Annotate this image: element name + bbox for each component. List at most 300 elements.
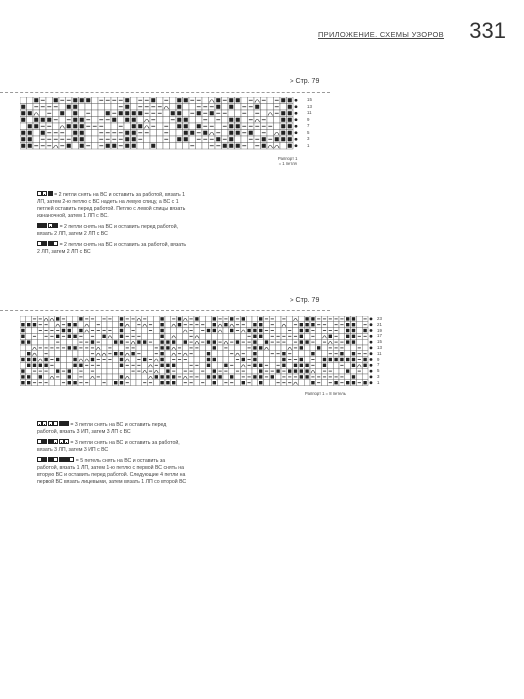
- chart-cell: [209, 97, 216, 104]
- purl-stitch-symbol: [125, 131, 129, 135]
- chart-cell: [157, 130, 164, 137]
- purl-stitch-symbol: [305, 375, 308, 378]
- chart-cell: [37, 339, 43, 345]
- chart-cell: [124, 374, 130, 380]
- stitch-symbol-icon: [37, 421, 69, 428]
- chart-cell: [84, 368, 90, 374]
- chart-cell: [142, 333, 148, 339]
- chart-cell: [182, 362, 188, 368]
- purl-stitch-symbol: [300, 340, 303, 343]
- purl-stitch-symbol: [39, 375, 42, 378]
- chart-cell: [235, 136, 242, 143]
- chart-cell: [170, 143, 177, 150]
- purl-stitch-symbol: [21, 137, 25, 141]
- chart-cell: [252, 316, 258, 322]
- pattern2-legend: [37, 421, 187, 489]
- purl-stitch-symbol: [34, 124, 38, 128]
- purl-stitch-symbol: [305, 329, 308, 332]
- purl-stitch-symbol: [80, 144, 84, 148]
- chart-cell: [153, 380, 159, 386]
- purl-stitch-symbol: [242, 317, 245, 320]
- chart-cell: [189, 104, 196, 111]
- purl-stitch-symbol: [67, 124, 71, 128]
- chart-cell: [124, 368, 130, 374]
- purl-stitch-symbol: [91, 340, 94, 343]
- purl-stitch-symbol: [73, 105, 77, 109]
- purl-stitch-symbol: [177, 111, 181, 115]
- chart-cell: [43, 339, 49, 345]
- chart-cell: [148, 374, 154, 380]
- chart-cell: [356, 374, 362, 380]
- purl-stitch-symbol: [178, 317, 181, 320]
- chart-cell: [66, 362, 72, 368]
- chart-cell: [32, 328, 38, 334]
- purl-stitch-symbol: [346, 369, 349, 372]
- purl-stitch-symbol: [120, 335, 123, 338]
- purl-stitch-symbol: [160, 329, 163, 332]
- purl-stitch-symbol: [207, 375, 210, 378]
- chart-cell: [32, 345, 38, 351]
- purl-stitch-symbol: [210, 111, 214, 115]
- pattern2-chart: [20, 316, 375, 390]
- chart-cell: [165, 357, 171, 363]
- purl-stitch-symbol: [281, 131, 285, 135]
- chart-cell: [274, 123, 281, 130]
- chart-cell: [27, 97, 34, 104]
- purl-stitch-symbol: [207, 340, 210, 343]
- chart-cell: [95, 351, 101, 357]
- chart-cell: [49, 339, 55, 345]
- purl-stitch-symbol: [79, 317, 82, 320]
- purl-stitch-symbol: [143, 358, 146, 361]
- chart-cell: [130, 380, 136, 386]
- chart-cell: [235, 374, 241, 380]
- chart-cell: [53, 123, 60, 130]
- stitch-symbol-icon: [37, 457, 75, 464]
- chart-cell: [72, 368, 78, 374]
- chart-cell: [235, 362, 241, 368]
- chart-cell: [137, 143, 144, 150]
- purl-stitch-symbol: [224, 364, 227, 367]
- chart-cell: [124, 351, 130, 357]
- purl-stitch-symbol: [27, 340, 30, 343]
- chart-cell: [113, 362, 119, 368]
- chart-cell: [333, 362, 339, 368]
- purl-stitch-symbol: [21, 369, 24, 372]
- purl-stitch-symbol: [236, 124, 240, 128]
- purl-stitch-symbol: [305, 364, 308, 367]
- chart-cell: [144, 136, 151, 143]
- chart-cell: [267, 110, 274, 117]
- purl-stitch-symbol: [86, 98, 90, 102]
- chart-cell: [55, 362, 61, 368]
- chart-cell: [170, 130, 177, 137]
- section-title: ПРИЛОЖЕНИЕ. СХЕМЫ УЗОРОВ: [317, 30, 444, 39]
- chart-cell: [153, 339, 159, 345]
- chart-cell: [211, 333, 217, 339]
- chart-cell: [264, 333, 270, 339]
- chart-cell: [194, 351, 200, 357]
- purl-stitch-symbol: [346, 381, 349, 384]
- purl-stitch-symbol: [236, 131, 240, 135]
- chart-cell: [200, 357, 206, 363]
- purl-stitch-symbol: [160, 352, 163, 355]
- chart-cell: [246, 351, 252, 357]
- purl-stitch-symbol: [73, 111, 77, 115]
- chart-cell: [177, 328, 183, 334]
- chart-cell: [287, 362, 293, 368]
- purl-stitch-symbol: [281, 98, 285, 102]
- chart-cell: [142, 322, 148, 328]
- chart-cell: [144, 143, 151, 150]
- chart-cell: [49, 368, 55, 374]
- chart-cell: [182, 316, 188, 322]
- purl-stitch-symbol: [305, 323, 308, 326]
- purl-stitch-symbol: [197, 111, 201, 115]
- purl-stitch-symbol: [236, 144, 240, 148]
- chart-cell: [246, 368, 252, 374]
- chart-cell: [55, 351, 61, 357]
- legend-item: [37, 241, 187, 256]
- chart-cell: [345, 345, 351, 351]
- purl-stitch-symbol: [125, 137, 129, 141]
- purl-stitch-symbol: [114, 352, 117, 355]
- purl-stitch-symbol: [305, 369, 308, 372]
- purl-stitch-symbol: [311, 352, 314, 355]
- purl-stitch-symbol: [213, 329, 216, 332]
- chart-cell: [304, 380, 310, 386]
- chart-cell: [275, 316, 281, 322]
- purl-stitch-symbol: [346, 329, 349, 332]
- chart-cell: [194, 328, 200, 334]
- chart-cell: [40, 110, 47, 117]
- chart-cell: [113, 322, 119, 328]
- purl-stitch-symbol: [68, 323, 71, 326]
- purl-stitch-symbol: [300, 329, 303, 332]
- chart-cell: [304, 351, 310, 357]
- chart-cell: [222, 104, 229, 111]
- purl-stitch-symbol: [73, 98, 77, 102]
- purl-stitch-symbol: [73, 358, 76, 361]
- purl-stitch-symbol: [253, 329, 256, 332]
- chart-cell: [206, 316, 212, 322]
- purl-stitch-symbol: [300, 375, 303, 378]
- legend-text: = 2 петли снять на ВС и оставить за работой, вязать 2 ЛП, затем 2 ЛП с ВС: [37, 241, 187, 255]
- purl-stitch-symbol: [80, 124, 84, 128]
- chart-cell: [248, 143, 255, 150]
- chart-cell: [267, 143, 274, 150]
- chart-cell: [182, 374, 188, 380]
- edge-stitch-dot: [295, 105, 298, 108]
- edge-stitch-dot: [370, 347, 373, 350]
- purl-stitch-symbol: [288, 105, 292, 109]
- chart-cell: [246, 316, 252, 322]
- chart-cell: [136, 316, 142, 322]
- purl-stitch-symbol: [311, 317, 314, 320]
- chart-cell: [107, 339, 113, 345]
- chart-cell: [130, 339, 136, 345]
- chart-cell: [150, 136, 157, 143]
- chart-cell: [66, 357, 72, 363]
- purl-stitch-symbol: [207, 364, 210, 367]
- chart-cell: [157, 136, 164, 143]
- chart-cell: [101, 351, 107, 357]
- purl-stitch-symbol: [160, 375, 163, 378]
- purl-stitch-symbol: [363, 381, 366, 384]
- chart-cell: [196, 143, 203, 150]
- chart-cell: [170, 97, 177, 104]
- purl-stitch-symbol: [300, 346, 303, 349]
- chart-cell: [356, 316, 362, 322]
- chart-cell: [171, 328, 177, 334]
- purl-stitch-symbol: [34, 118, 38, 122]
- chart-cell: [240, 362, 246, 368]
- chart-cell: [274, 143, 281, 150]
- chart-cell: [136, 374, 142, 380]
- chart-cell: [90, 380, 96, 386]
- purl-stitch-symbol: [112, 118, 116, 122]
- chart-cell: [275, 345, 281, 351]
- pattern1-page-ref: > Стр. 79: [290, 78, 320, 85]
- chart-cell: [157, 97, 164, 104]
- chart-cell: [92, 130, 99, 137]
- chart-cell: [188, 357, 194, 363]
- purl-stitch-symbol: [160, 317, 163, 320]
- chart-cell: [316, 339, 322, 345]
- chart-cell: [90, 374, 96, 380]
- chart-cell: [293, 380, 299, 386]
- purl-stitch-symbol: [160, 340, 163, 343]
- purl-stitch-symbol: [247, 329, 250, 332]
- chart-cell: [182, 328, 188, 334]
- purl-stitch-symbol: [282, 364, 285, 367]
- chart-cell: [142, 351, 148, 357]
- purl-stitch-symbol: [311, 323, 314, 326]
- chart-cell: [27, 117, 34, 124]
- row-number: 15: [307, 97, 312, 102]
- chart-cell: [183, 110, 190, 117]
- chart-cell: [200, 362, 206, 368]
- purl-stitch-symbol: [21, 335, 24, 338]
- purl-stitch-symbol: [27, 381, 30, 384]
- chart-cell: [217, 345, 223, 351]
- chart-cell: [72, 143, 79, 150]
- purl-stitch-symbol: [282, 358, 285, 361]
- chart-cell: [223, 333, 229, 339]
- purl-stitch-symbol: [120, 340, 123, 343]
- purl-stitch-symbol: [132, 137, 136, 141]
- chart-cell: [101, 322, 107, 328]
- purl-stitch-symbol: [229, 137, 233, 141]
- chart-cell: [310, 345, 316, 351]
- purl-stitch-symbol: [329, 335, 332, 338]
- purl-stitch-symbol: [288, 144, 292, 148]
- chart-cell: [72, 374, 78, 380]
- purl-stitch-symbol: [120, 375, 123, 378]
- chart-cell: [49, 380, 55, 386]
- legend-text: = 3 петли снять на ВС и оставить за работой, вязать 3 ЛП, затем 3 ИП с ВС: [37, 439, 180, 453]
- chart-cell: [98, 110, 105, 117]
- row-number: 11: [307, 110, 312, 115]
- chart-cell: [157, 117, 164, 124]
- purl-stitch-symbol: [213, 323, 216, 326]
- row-number: 19: [377, 327, 382, 333]
- chart-cell: [316, 357, 322, 363]
- chart-cell: [280, 104, 287, 111]
- purl-stitch-symbol: [56, 358, 59, 361]
- purl-stitch-symbol: [184, 340, 187, 343]
- chart-cell: [177, 339, 183, 345]
- chart-cell: [136, 380, 142, 386]
- purl-stitch-symbol: [151, 144, 155, 148]
- chart-cell: [258, 339, 264, 345]
- row-number: 5: [307, 129, 310, 135]
- row-number: 11: [377, 350, 382, 356]
- purl-stitch-symbol: [21, 118, 25, 122]
- purl-stitch-symbol: [80, 137, 84, 141]
- chart-cell: [235, 380, 241, 386]
- purl-stitch-symbol: [178, 323, 181, 326]
- purl-stitch-symbol: [253, 352, 256, 355]
- chart-cell: [101, 345, 107, 351]
- purl-stitch-symbol: [125, 98, 129, 102]
- purl-stitch-symbol: [68, 381, 71, 384]
- edge-stitch-dot: [295, 99, 298, 102]
- purl-stitch-symbol: [33, 364, 36, 367]
- chart-cell: [20, 345, 26, 351]
- purl-stitch-symbol: [120, 381, 123, 384]
- chart-cell: [124, 357, 130, 363]
- purl-stitch-symbol: [253, 340, 256, 343]
- chart-cell: [200, 345, 206, 351]
- edge-stitch-dot: [370, 329, 373, 332]
- purl-stitch-symbol: [236, 118, 240, 122]
- purl-stitch-symbol: [216, 98, 220, 102]
- chart-cell: [33, 130, 40, 137]
- purl-stitch-symbol: [352, 340, 355, 343]
- purl-stitch-symbol: [119, 111, 123, 115]
- purl-stitch-symbol: [259, 335, 262, 338]
- purl-stitch-symbol: [230, 375, 233, 378]
- purl-stitch-symbol: [172, 340, 175, 343]
- row-number: 7: [307, 123, 310, 128]
- edge-stitch-dot: [370, 335, 373, 338]
- chart-cell: [92, 143, 99, 150]
- chart-cell: [345, 351, 351, 357]
- purl-stitch-symbol: [294, 369, 297, 372]
- purl-stitch-symbol: [80, 118, 84, 122]
- purl-stitch-symbol: [271, 375, 274, 378]
- chart-cell: [217, 328, 223, 334]
- chart-cell: [153, 368, 159, 374]
- chart-cell: [101, 368, 107, 374]
- row-number: 5: [377, 368, 380, 374]
- chart-cell: [153, 328, 159, 334]
- chart-cell: [316, 328, 322, 334]
- chart-cell: [229, 357, 235, 363]
- chart-cell: [153, 316, 159, 322]
- chart-cell: [189, 136, 196, 143]
- row-number: 3: [377, 374, 380, 379]
- edge-stitch-dot: [295, 125, 298, 128]
- purl-stitch-symbol: [73, 346, 76, 349]
- chart-cell: [85, 104, 92, 111]
- purl-stitch-symbol: [137, 340, 140, 343]
- purl-stitch-symbol: [259, 364, 262, 367]
- purl-stitch-symbol: [223, 144, 227, 148]
- purl-stitch-symbol: [120, 364, 123, 367]
- chart-cell: [130, 357, 136, 363]
- purl-stitch-symbol: [281, 111, 285, 115]
- chart-cell: [189, 117, 196, 124]
- chart-cell: [43, 316, 49, 322]
- chart-cell: [163, 143, 170, 150]
- purl-stitch-symbol: [253, 323, 256, 326]
- purl-stitch-symbol: [184, 131, 188, 135]
- chart-cell: [189, 123, 196, 130]
- chart-cell: [95, 316, 101, 322]
- arrow-icon: >: [290, 298, 294, 304]
- purl-stitch-symbol: [255, 105, 259, 109]
- chart-cell: [222, 117, 229, 124]
- chart-cell: [327, 362, 333, 368]
- row-number: 3: [307, 136, 310, 141]
- row-number: 9: [377, 356, 380, 362]
- chart-cell: [171, 351, 177, 357]
- divider-line-1: [0, 92, 330, 93]
- legend-item: [37, 439, 187, 454]
- purl-stitch-symbol: [62, 329, 65, 332]
- purl-stitch-symbol: [288, 369, 291, 372]
- chart-cell: [43, 374, 49, 380]
- chart-cell: [322, 333, 328, 339]
- chart-cell: [131, 97, 138, 104]
- chart-cell: [298, 316, 304, 322]
- purl-stitch-symbol: [68, 369, 71, 372]
- chart-cell: [217, 357, 223, 363]
- purl-stitch-symbol: [125, 144, 129, 148]
- purl-stitch-symbol: [166, 375, 169, 378]
- chart-cell: [111, 123, 118, 130]
- chart-cell: [124, 123, 131, 130]
- chart-cell: [264, 380, 270, 386]
- chart-cell: [85, 130, 92, 137]
- purl-stitch-symbol: [21, 144, 25, 148]
- chart-cell: [223, 357, 229, 363]
- row-number: 13: [307, 103, 312, 109]
- chart-cell: [217, 380, 223, 386]
- chart-cell: [105, 123, 112, 130]
- purl-stitch-symbol: [323, 358, 326, 361]
- chart-cell: [72, 316, 78, 322]
- chart-cell: [235, 110, 242, 117]
- chart-cell: [196, 117, 203, 124]
- chart-cell: [37, 351, 43, 357]
- purl-stitch-symbol: [171, 111, 175, 115]
- row-number: 1: [377, 379, 380, 385]
- chart-cell: [304, 357, 310, 363]
- purl-stitch-symbol: [131, 352, 134, 355]
- purl-stitch-symbol: [229, 131, 233, 135]
- purl-stitch-symbol: [80, 131, 84, 135]
- chart-cell: [252, 368, 258, 374]
- chart-cell: [280, 143, 287, 150]
- purl-stitch-symbol: [112, 144, 116, 148]
- chart-cell: [113, 374, 119, 380]
- purl-stitch-symbol: [177, 137, 181, 141]
- chart-cell: [240, 345, 246, 351]
- purl-stitch-symbol: [281, 124, 285, 128]
